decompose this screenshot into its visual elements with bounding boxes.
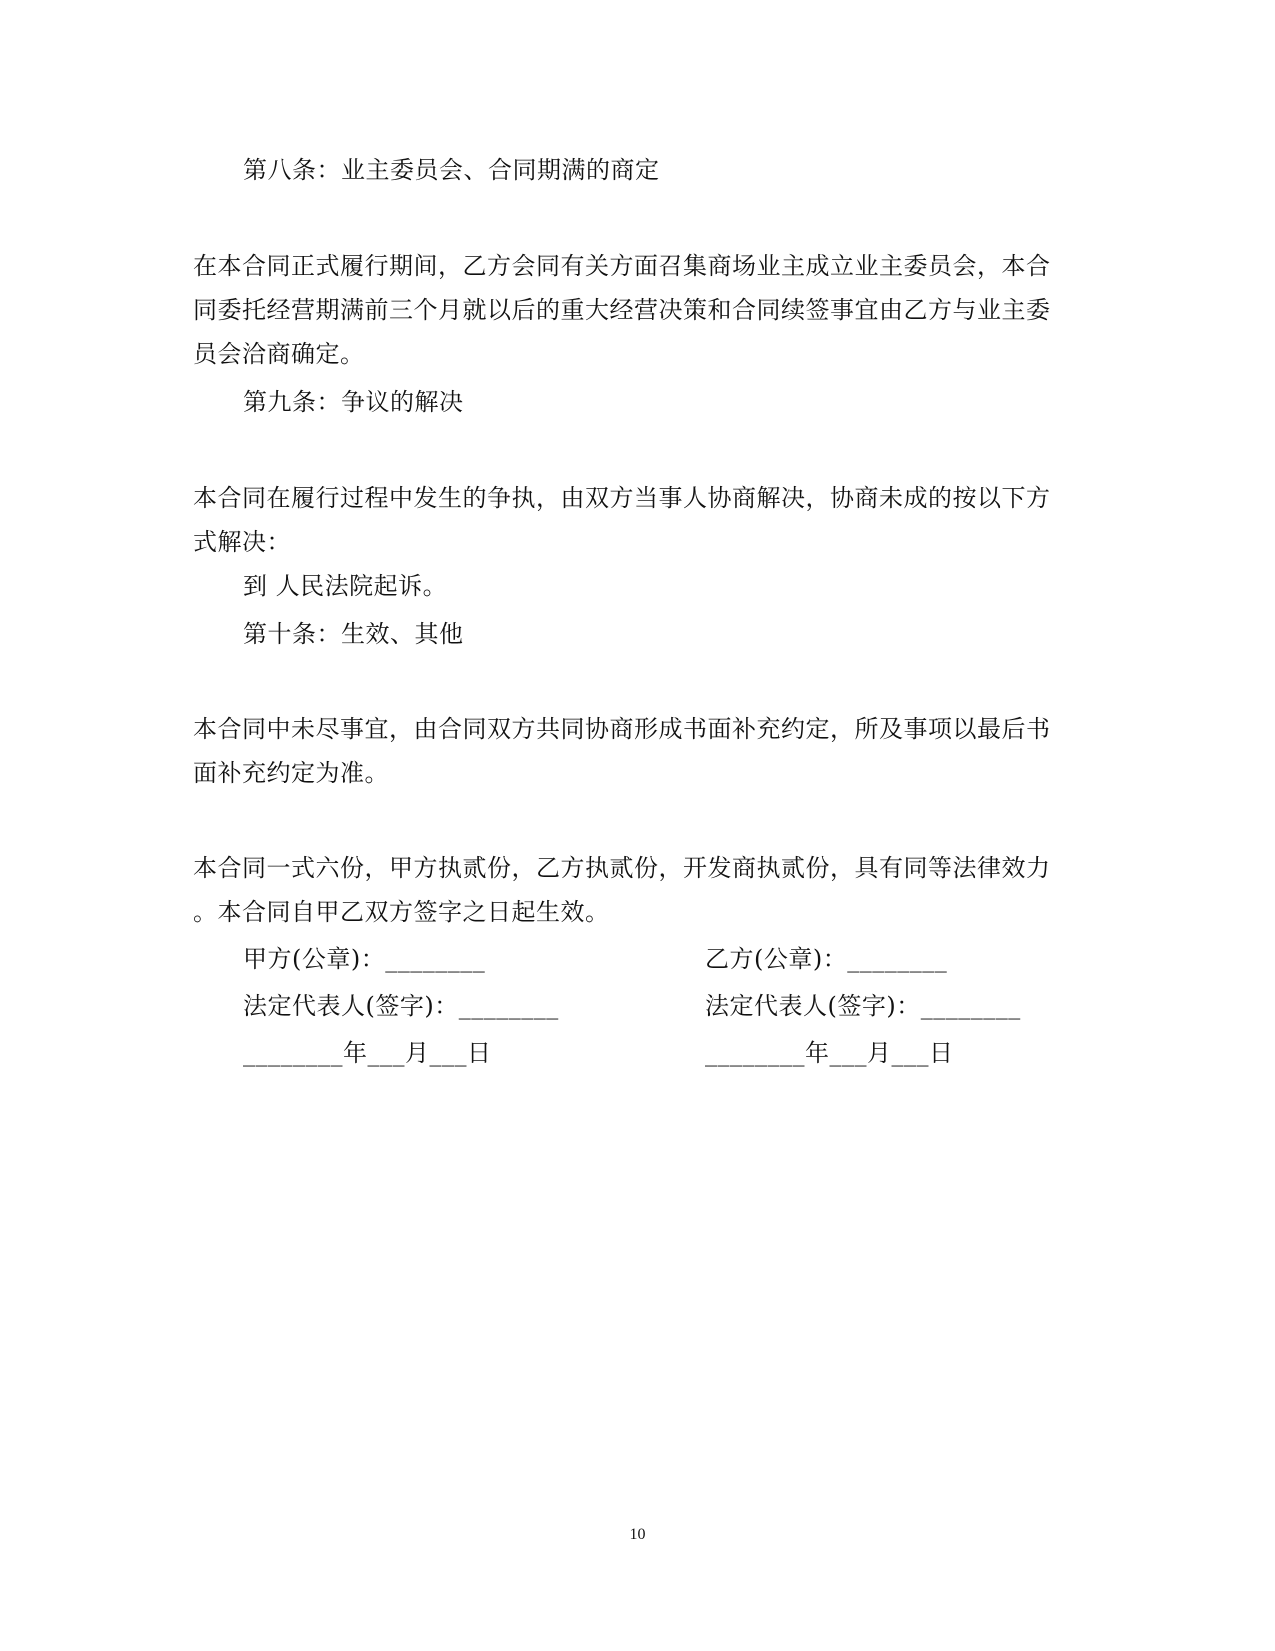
party-a-seal: 甲方(公章)：________ — [243, 945, 486, 973]
article-8-line-3: 员会洽商确定。 — [193, 340, 365, 368]
article-8-heading: 第八条：业主委员会、合同期满的商定 — [243, 156, 660, 184]
article-8-line-1: 在本合同正式履行期间，乙方会同有关方面召集商场业主成立业主委员会，本合 — [193, 252, 1051, 280]
article-9-heading: 第九条：争议的解决 — [243, 388, 464, 416]
party-b-seal: 乙方(公章)：________ — [705, 945, 948, 973]
party-a-date: ________年___月___日 — [243, 1039, 492, 1067]
party-b-date: ________年___月___日 — [705, 1039, 954, 1067]
article-10-para2-line-2: 。本合同自甲乙双方签字之日起生效。 — [193, 898, 610, 926]
page-number: 10 — [629, 1526, 646, 1543]
party-a-representative: 法定代表人(签字)：________ — [243, 992, 559, 1020]
article-8-line-2: 同委托经营期满前三个月就以后的重大经营决策和合同续签事宜由乙方与业主委 — [193, 296, 1051, 324]
article-9-line-1: 本合同在履行过程中发生的争执，由双方当事人协商解决，协商未成的按以下方 — [193, 484, 1051, 512]
article-10-para1-line-1: 本合同中未尽事宜，由合同双方共同协商形成书面补充约定，所及事项以最后书 — [193, 715, 1051, 743]
article-10-heading: 第十条：生效、其他 — [243, 620, 464, 648]
party-b-representative: 法定代表人(签字)：________ — [705, 992, 1021, 1020]
article-9-line-2: 式解决： — [193, 528, 291, 556]
article-9-court: 到 人民法院起诉。 — [243, 572, 448, 600]
article-10-para1-line-2: 面补充约定为准。 — [193, 759, 389, 787]
article-10-para2-line-1: 本合同一式六份，甲方执贰份，乙方执贰份，开发商执贰份，具有同等法律效力 — [193, 854, 1051, 882]
